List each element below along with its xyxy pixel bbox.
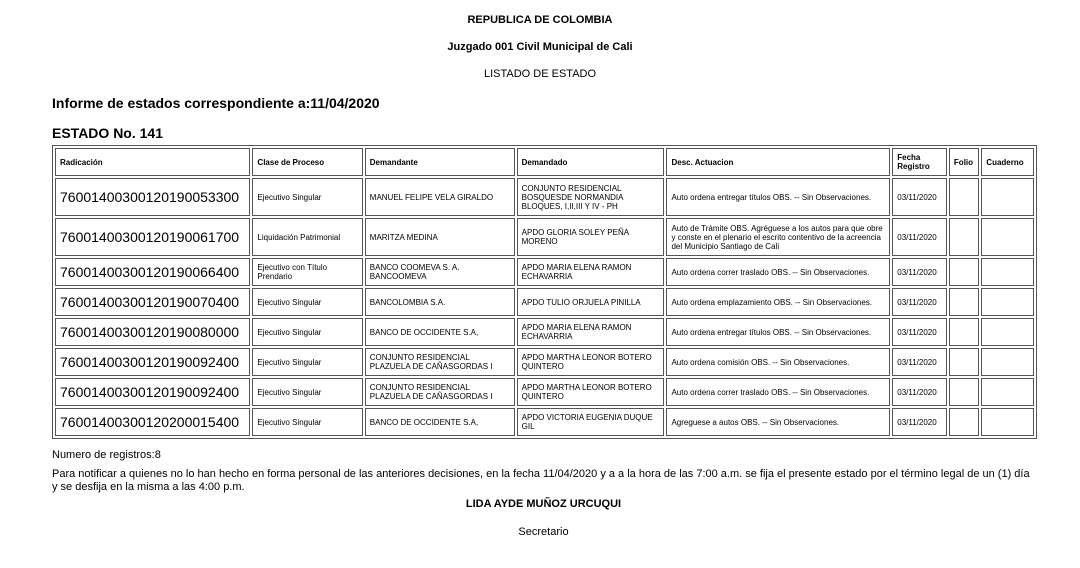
cell-desc: Agreguese a autos OBS. -- Sin Observaciones. [666,408,890,436]
cell-desc: Auto de Trámite OBS. Agréguese a los autos para que obre y conste en el plenario el escrito contentivo de la acreencia del Municipio Santiago de Cali [666,218,890,256]
col-header-fecha: Fecha Registro [892,148,947,176]
cell-clase: Ejecutivo con Título Prendario [252,258,362,286]
cell-demandado: APDO GLORIA SOLEY PEÑA MORENO [517,218,665,256]
cell-desc: Auto ordena emplazamiento OBS. -- Sin Observaciones. [666,288,890,316]
notification-paragraph: Para notificar a quienes no lo han hecho en forma personal de las anteriores decisiones, en la fecha 11/04/2020 y a a la hora de las 7:00 a.m. se fija el presente estado por el término legal de un (1) día y se desfija en la misma a las 4:00 p.m. [52,468,1030,493]
cell-radicacion: 76001400300120190092400 [55,378,250,406]
col-header-clase: Clase de Proceso [252,148,362,176]
cell-clase: Ejecutivo Singular [252,288,362,316]
cell-demandante: MARITZA MEDINA [365,218,515,256]
cell-folio [949,218,979,256]
cell-radicacion: 76001400300120200015400 [55,408,250,436]
cell-folio [949,348,979,376]
cell-desc: Auto ordena correr traslado OBS. -- Sin Observaciones. [666,378,890,406]
estados-table [52,145,1037,439]
cell-fecha: 03/11/2020 [892,288,947,316]
col-header-cuaderno: Cuaderno [981,148,1034,176]
cell-radicacion: 76001400300120190066400 [55,258,250,286]
cell-demandante: CONJUNTO RESIDENCIAL PLAZUELA DE CAÑASGORDAS I [365,378,515,406]
cell-radicacion: 76001400300120190092400 [55,348,250,376]
cell-cuaderno [981,318,1034,346]
cell-demandante: BANCO DE OCCIDENTE S.A, [365,408,515,436]
cell-clase: Ejecutivo Singular [252,178,362,216]
cell-clase: Ejecutivo Singular [252,318,362,346]
cell-demandante: CONJUNTO RESIDENCIAL PLAZUELA DE CAÑASGORDAS I [365,348,515,376]
cell-demandante: MANUEL FELIPE VELA GIRALDO [365,178,515,216]
cell-folio [949,318,979,346]
cell-folio [949,258,979,286]
table-row [55,318,1034,346]
cell-fecha: 03/11/2020 [892,408,947,436]
table-row [55,258,1034,286]
cell-clase: Ejecutivo Singular [252,348,362,376]
cell-fecha: 03/11/2020 [892,318,947,346]
cell-clase: Liquidación Patrimonial [252,218,362,256]
cell-cuaderno [981,408,1034,436]
cell-radicacion: 76001400300120190080000 [55,318,250,346]
header-listing-title: LISTADO DE ESTADO [483,68,597,80]
cell-clase: Ejecutivo Singular [252,408,362,436]
col-header-radicacion: Radicación [55,148,250,176]
signatory-title: Secretario [518,526,569,538]
cell-radicacion: 76001400300120190053300 [55,178,250,216]
cell-cuaderno [981,178,1034,216]
report-date-heading: Informe de estados correspondiente a:11/04/2020 [52,95,380,111]
table-row [55,178,1034,216]
cell-cuaderno [981,378,1034,406]
table-row [55,218,1034,256]
cell-radicacion: 76001400300120190070400 [55,288,250,316]
header-court: Juzgado 001 Civil Municipal de Cali [447,41,633,53]
cell-cuaderno [981,288,1034,316]
col-header-demandante: Demandante [365,148,515,176]
table-row [55,288,1034,316]
cell-folio [949,378,979,406]
cell-demandado: APDO VICTORIA EUGENIA DUQUE GIL [517,408,665,436]
header-country: REPUBLICA DE COLOMBIA [467,14,613,26]
cell-demandado: CONJUNTO RESIDENCIAL BOSQUESDE NORMANDIA BLOQUES, I,II,III Y IV - PH [517,178,665,216]
cell-clase: Ejecutivo Singular [252,378,362,406]
cell-demandado: APDO MARTHA LEONOR BOTERO QUINTERO [517,378,665,406]
cell-demandado: APDO MARIA ELENA RAMON ECHAVARRIA [517,318,665,346]
cell-folio [949,178,979,216]
cell-desc: Auto ordena correr traslado OBS. -- Sin Observaciones. [666,258,890,286]
col-header-desc: Desc. Actuacion [666,148,890,176]
cell-cuaderno [981,348,1034,376]
cell-demandante: BANCO COOMEVA S. A. BANCOOMEVA [365,258,515,286]
record-count: Numero de registros:8 [52,449,161,461]
cell-cuaderno [981,218,1034,256]
table-row [55,348,1034,376]
cell-desc: Auto ordena entregar títulos OBS. -- Sin Observaciones. [666,318,890,346]
cell-fecha: 03/11/2020 [892,378,947,406]
cell-radicacion: 76001400300120190061700 [55,218,250,256]
cell-demandado: APDO MARIA ELENA RAMON ECHAVARRIA [517,258,665,286]
col-header-folio: Folio [949,148,979,176]
cell-demandante: BANCO DE OCCIDENTE S.A, [365,318,515,346]
cell-folio [949,408,979,436]
table-row [55,408,1034,436]
cell-demandante: BANCOLOMBIA S.A. [365,288,515,316]
cell-demandado: APDO MARTHA LEONOR BOTERO QUINTERO [517,348,665,376]
cell-fecha: 03/11/2020 [892,348,947,376]
col-header-demandado: Demandado [517,148,665,176]
table-header-row [55,148,1034,176]
cell-fecha: 03/11/2020 [892,178,947,216]
cell-cuaderno [981,258,1034,286]
cell-fecha: 03/11/2020 [892,218,947,256]
cell-desc: Auto ordena entregar títulos OBS. -- Sin Observaciones. [666,178,890,216]
cell-demandado: APDO TULIO ORJUELA PINILLA [517,288,665,316]
table-row [55,378,1034,406]
cell-folio [949,288,979,316]
estado-number: ESTADO No. 141 [52,125,163,141]
signatory-name: LIDA AYDE MUÑOZ URCUQUI [465,498,622,510]
cell-desc: Auto ordena comisión OBS. -- Sin Observaciones. [666,348,890,376]
cell-fecha: 03/11/2020 [892,258,947,286]
